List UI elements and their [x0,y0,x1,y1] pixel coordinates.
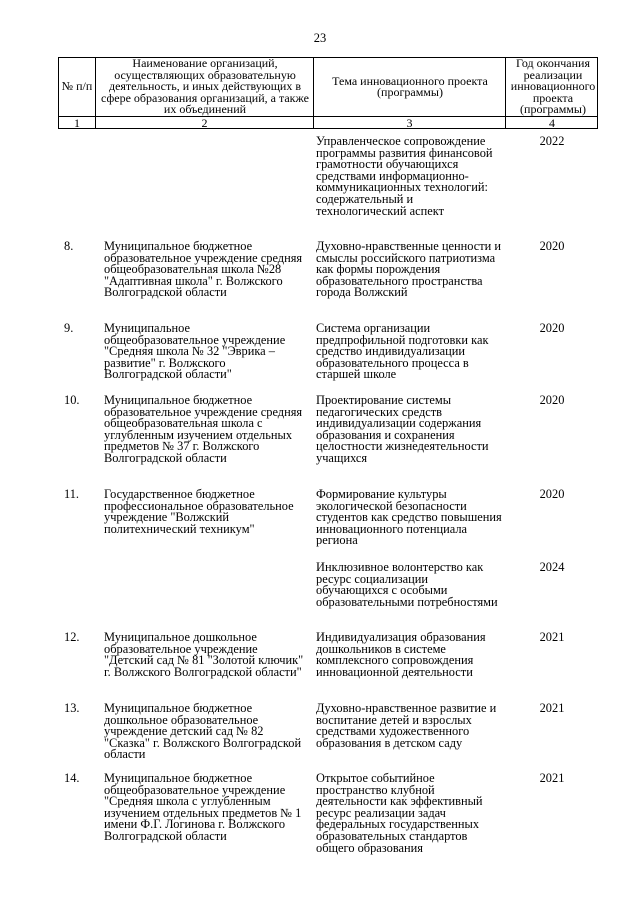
row-number: 14. [64,771,80,785]
row-year: 2020 [539,393,565,407]
row-topic: Индивидуализация образования дошкольников в системе комплексного сопровождения инновационной деятельности [316,630,486,679]
row-organization: Муниципальное бюджетное образовательное учреждение средняя общеобразовательная школа с углубленным изучением отдельных предметов № 37 г. Волжского Волгоградской области [104,393,303,465]
row-number: 12. [64,630,80,644]
row-number: 13. [64,701,80,715]
row-topic: Система организации предпрофильной подготовки как средство индивидуализации образовательного процесса в старшей школе [316,321,489,382]
row-topic: Проектирование системы педагогических средств индивидуализации содержания образования и сохранения целостности жизнедеятельности учащихся [316,393,489,465]
table-header [58,57,598,129]
row-organization: Муниципальное бюджетное образовательное учреждение средняя общеобразовательная школа №28 "Адаптивная школа" г. Волжского Волгоградской области [104,239,303,300]
row-organization: Муниципальное бюджетное общеобразовательное учреждение "Средняя школа с углубленным изучением отдельных предметов № 1 имени Ф.Г. Логинова г. Волжского Волгоградской области [104,771,302,843]
row-year: 2021 [539,630,565,644]
row-topic: Духовно-нравственное развитие и воспитание детей и взрослых средствами художественного образования в детском саду [316,701,497,750]
row-year: 2020 [539,321,565,335]
row-organization: Государственное бюджетное профессиональное образовательное учреждение "Волжский политехнический техникум" [104,487,294,536]
row-year: 2024 [539,560,565,574]
row-year: 2021 [539,701,565,715]
row-year: 2022 [539,134,565,148]
row-year: 2020 [539,487,565,501]
header-col-number: № п/п [61,79,93,94]
header-col-year: Год окончания реализации инновационного проекта (программы) [510,56,596,117]
header-col-organization: Наименование организаций, осуществляющих образовательную деятельность, и иных действующих в сфере образования организаций, а также их объединений [101,56,309,117]
row-number: 9. [64,321,74,335]
column-number-2: 2 [201,116,208,130]
row-topic: Формирование культуры экологической безопасности студентов как средство повышения инновационного потенциала региона [316,487,502,548]
row-number: 10. [64,393,80,407]
row-number: 11. [64,487,80,501]
row-topic: Управленческое сопровождение программы развития финансовой грамотности обучающихся средствами информационно-коммуникационных технологий: содержательный и технологический аспект [316,134,493,218]
column-number-1: 1 [74,116,80,130]
row-organization: Муниципальное дошкольное образовательное учреждение "Детский сад № 81 "Золотой ключик" г. Волжского Волгоградской области" [104,630,304,679]
page-number: 23 [313,31,327,45]
row-number: 8. [64,239,74,253]
column-number-4: 4 [549,116,555,130]
row-organization: Муниципальное бюджетное дошкольное образовательное учреждение детский сад № 82 "Сказка" г. Волжского Волгоградской области [104,701,302,762]
header-col-topic: Тема инновационного проекта (программы) [332,73,488,99]
column-number-3: 3 [406,116,413,130]
row-topic: Духовно-нравственные ценности и смыслы российского патриотизма как формы порождения образовательного пространства города Волжский [316,239,502,300]
row-organization: Муниципальное общеобразовательное учреждение "Средняя школа № 32 "Эврика – развитие" г. Волжского Волгоградской области" [104,321,286,382]
row-topic: Открытое событийное пространство клубной деятельности как эффективный ресурс реализации задач федеральных государственных образовательных стандартов общего образования [316,771,483,855]
row-year: 2020 [539,239,565,253]
row-year: 2021 [539,771,565,785]
row-topic: Инклюзивное волонтерство как ресурс социализации обучающихся с особыми образовательными потребностями [316,562,498,609]
